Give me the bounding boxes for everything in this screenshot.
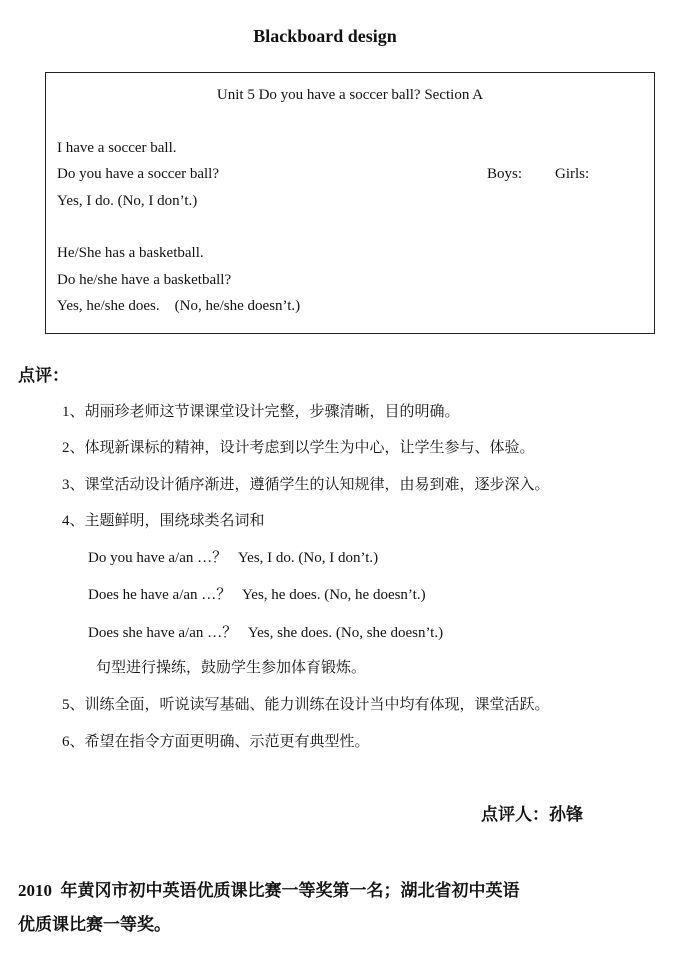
- comment-example: Does he have a/an …？ Yes, he does. (No, he doesn’t.): [88, 587, 426, 603]
- reviewer-signature: 点评人：孙锋: [481, 805, 583, 824]
- comment-example: Does she have a/an …？ Yes, she does. (No, she doesn’t.): [88, 625, 444, 641]
- footer-line: 2010 年黄冈市初中英语优质课比赛一等奖第一名；湖北省初中英语: [18, 881, 520, 900]
- comment-item: 2、体现新课标的精神，设计考虑到以学生为中心，让学生参与、体验。: [62, 440, 535, 456]
- comment-item: 1、胡丽珍老师这节课课堂设计完整，步骤清晰，目的明确。: [62, 404, 460, 420]
- board-line: I have a soccer ball.: [57, 140, 177, 156]
- page-title: Blackboard design: [253, 26, 397, 46]
- board-line: Do he/she have a basketball?: [57, 272, 232, 288]
- blackboard-box: [45, 72, 655, 334]
- boys-label: Boys:: [487, 166, 523, 182]
- comment-item: 5、训练全面，听说读写基础、能力训练在设计当中均有体现，课堂活跃。: [62, 697, 550, 713]
- comment-item: 6、希望在指令方面更明确、示范更有典型性。: [62, 734, 370, 750]
- comment-heading: 点评：: [18, 366, 69, 385]
- girls-label: Girls:: [555, 166, 590, 182]
- comment-example: Do you have a/an …？ Yes, I do. (No, I don’t.): [88, 550, 379, 566]
- comment-item: 句型进行操练，鼓励学生参加体育锻炼。: [96, 660, 367, 676]
- board-line: Yes, he/she does. (No, he/she doesn’t.): [57, 298, 301, 314]
- board-header: Unit 5 Do you have a soccer ball? Section A: [216, 87, 484, 103]
- board-line: Yes, I do. (No, I don’t.): [57, 193, 198, 209]
- comment-item: 4、主题鲜明，围绕球类名词和: [62, 513, 265, 529]
- board-line: Do you have a soccer ball?: [57, 166, 220, 182]
- footer-line: 优质课比赛一等奖。: [18, 915, 171, 934]
- board-line: He/She has a basketball.: [57, 245, 204, 261]
- comment-item: 3、课堂活动设计循序渐进，遵循学生的认知规律，由易到难，逐步深入。: [62, 477, 550, 493]
